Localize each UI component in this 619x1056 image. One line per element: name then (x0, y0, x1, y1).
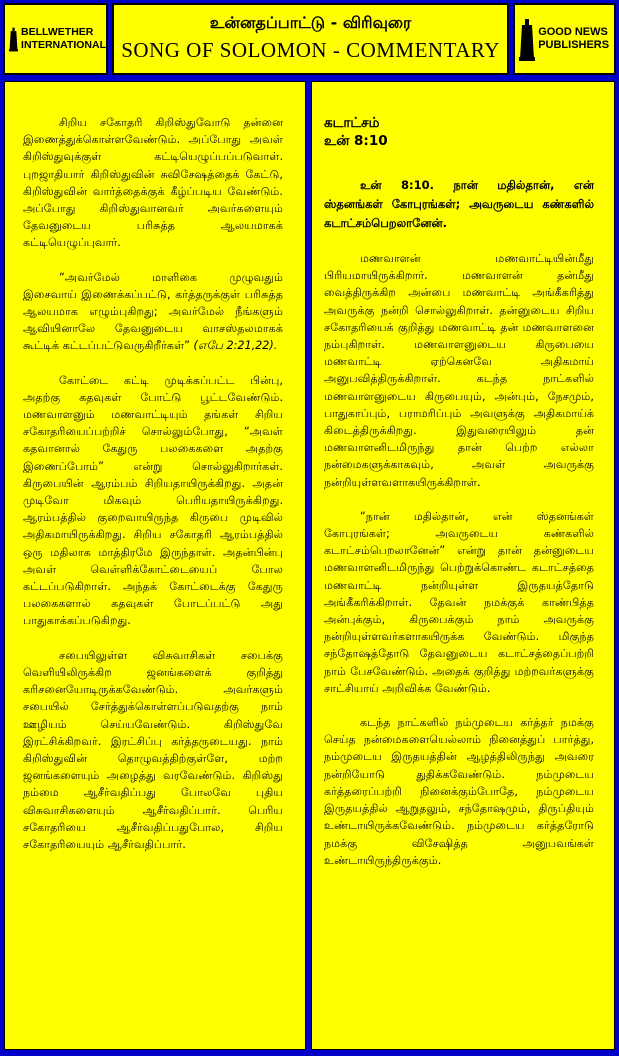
left-column (4, 81, 306, 1050)
section-heading (324, 114, 594, 150)
bellwether-logo (3, 3, 108, 75)
bell-tower-icon (519, 17, 535, 61)
paragraph: சிறிய சகோதரி கிறிஸ்துவோடு தன்னை இணைத்துக்கொள்ளவேண்டும். அப்போது அவள் கிறிஸ்துவுக்குள் கட்டியெழுப்பப்படுவாள். புறஜாதியார் கிறிஸ்துவின் சுவிசேஷத்தைக் கேட்டு, கிறிஸ்துவின் வார்த்தைக்குக் கீழ்ப்படிய வேண்டும். அப்போது கிறிஸ்துவானவர் அவர்களையும் தேவனுடைய பரிசுத்த ஆலயமாகக் கட்டியெழுப்புவார். (23, 116, 283, 250)
paragraph: கடந்த நாட்களில் நம்முடைய கர்த்தர் நமக்கு செய்த நன்மைகளையெல்லாம் நினைத்துப் பார்த்து, நம்முடைய இருதயத்தின் ஆழத்திலிருந்து அவரை நன்றியோடு துதிக்கவேண்டும். நம்முடைய கர்த்தரைப்பற்றி நினைக்கும்போதே, நம்முடைய இருதயத்தில் ஆறுதலும், சந்தோஷமும், திருப்தியும் உண்டாயிருக்கவேண்டும். நம்முடைய கர்த்தரோடு நமக்கு விசேஷித்த அனுபவங்கள் உண்டாயிருந்திருக்கும். (324, 716, 594, 867)
right-column (311, 81, 615, 1050)
good-news-logo (513, 3, 616, 75)
scripture-reference: (எபே 2:21,22). (193, 339, 278, 353)
logo-line-1: GOOD NEWS (538, 26, 608, 38)
page-header (3, 3, 616, 75)
bell-tower-icon (9, 17, 18, 61)
title-english: SONG OF SOLOMON - COMMENTARY (121, 38, 500, 62)
logo-line-2: PUBLISHERS (538, 39, 610, 51)
title-tamil: உன்னதப்பாட்டு - விரிவுரை (209, 13, 412, 32)
paragraph: மணவாளன் மணவாட்டியின்மீது பிரியமாயிருக்கிறார். மணவாளன் தன்மீது வைத்திருக்கிற அன்பை மணவாட்டி அங்கீகரித்து அவருக்கு நன்றி சொல்லுகிறாள். தன்னுடைய சிறிய சகோதரியைக் குறித்து மணவாட்டி தன் மணவாளனை நம்புகிறாள். மணவாளனுடைய கிருபையை மணவாட்டி ஏற்கெனவே அதிகமாய் அனுபவித்திருக்கிறாள். கடந்த நாட்களில் மணவாளனுடைய கிருபையும், அன்பும், நேசமும், பாதுகாப்பும், பராமரிப்பும் அவளுக்கு அதிகமாய்க் கிடைத்திருக்கிறது. இதுவரையிலும் தன் மணவாளனிடமிருந்து தான் பெற்ற எல்லா நன்மைகளுக்காகவும், அவள் அவருக்கு நன்றியுள்ளவளாகயிருக்கிறாள். (324, 252, 594, 489)
logo-line-1: BELLWETHER (21, 26, 94, 38)
paragraph: கோட்டை கட்டி முடிக்கப்பட்ட பின்பு, அதற்கு கதவுகள் போட்டு பூட்டவேண்டும். மணவாளனும் மணவாட்டியும் தங்கள் சிறிய சகோதரியைப்பற்றிச் சொல்லும்போது, “அவள் கதவானால் கேதுரு பலகைகளை அதற்கு இணைப்போம்” என்று சொல்லுகிறார்கள். கிருபையின் ஆரம்பம் சிறியதாயிருக்கிறது. அதன் முடிவோ மிகவும் பெரியதாயிருக்கிறது. ஆரம்பத்தில் குறைவாயிருந்த கிருபை முடிவில் அதிகமாயிருக்கிறது. சிறிய சகோதரி ஆரம்பத்தில் ஒரு மதிலாக மாத்திரமே இருந்தாள். அதன்பின்பு அவள் வெள்ளிக்கோட்டையைப் போல கட்டப்படுகிறாள். அந்தக் கோட்டைக்கு கேதுரு பலகைகளால் கதவுகள் போடப்பட்டு அது பாதுகாக்கப்படுகிறது. (23, 373, 283, 628)
paragraph: சபையிலுள்ள விசுவாசிகள் சபைக்கு வெளியிலிருக்கிற ஜனங்களைக் குறித்து கரிசனையோடிருக்கவேண்டும். அவர்களும் சபையில் சேர்த்துக்கொள்ளப்படுவதற்கு நாம் ஊழியம் செய்யவேண்டும். கிறிஸ்துவே இரட்சிக்கிறவர். இரட்சிப்பு கர்த்தருடையது. நாம் கிறிஸ்துவின் தொழுவத்திற்குள்ளே, மற்ற ஜனங்களையும் அழைத்து வரவேண்டும். கிறிஸ்து நம்மை ஆசீர்வதிப்பது போலவே புதிய விசுவாசிகளையும் ஆசீர்வதிப்பார். பெரிய சகோதரியை ஆசீர்வதிப்பதுபோல, சிறிய சகோதரியையும் ஆசீர்வதிப்பார். (23, 648, 283, 851)
verse-text: உன் 8:10. நான் மதில்தான், என் ஸ்தனங்கள் கோபுரங்கள்; அவருடைய கண்களில் கடாட்சம்பெறலானேன். (324, 178, 594, 230)
section-verse-ref: உன் 8:10 (324, 133, 388, 149)
section-title: கடாட்சம் (324, 115, 380, 131)
title-box (112, 3, 509, 75)
paragraph: “நான் மதில்தான், என் ஸ்தனங்கள் கோபுரங்கள்; அவருடைய கண்களில் கடாட்சம்பெறலானேன்” என்று தான் தன்னுடைய மணவாளனிடமிருந்து பெற்றுக்கொண்ட கடாட்சத்தை மணவாட்டி நன்றியுள்ள இருதயத்தோடு அங்கீகரிக்கிறாள். தேவன் நமக்குக் காண்பித்த அன்புக்கும், கிருபைக்கும் நாம் அவருக்கு நன்றியுள்ளவர்களாகயிருக்க வேண்டும். மிகுந்த சந்தோஷத்தோடு தேவனுடைய கடாட்சத்தைப்பற்றி நாம் பேசவேண்டும். அதைக் குறித்து மற்றவர்களுக்கு சாட்சியாய் அறிவிக்க வேண்டும். (324, 509, 594, 695)
paragraph (23, 269, 283, 355)
quote-text: “அவர்மேல் மாளிகை முழுவதும் இசைவாய் இணைக்கப்பட்டு, கர்த்தருக்குள் பரிசுத்த ஆலயமாக எழும்புகிறது; அவர்மேல் நீங்களும் ஆவியினாலே தேவனுடைய வாசஸ்தலமாகக் கூட்டிக் கட்டப்பட்டுவருகிறீர்கள்” (23, 270, 283, 353)
logo-line-2: INTERNATIONAL (21, 39, 106, 51)
